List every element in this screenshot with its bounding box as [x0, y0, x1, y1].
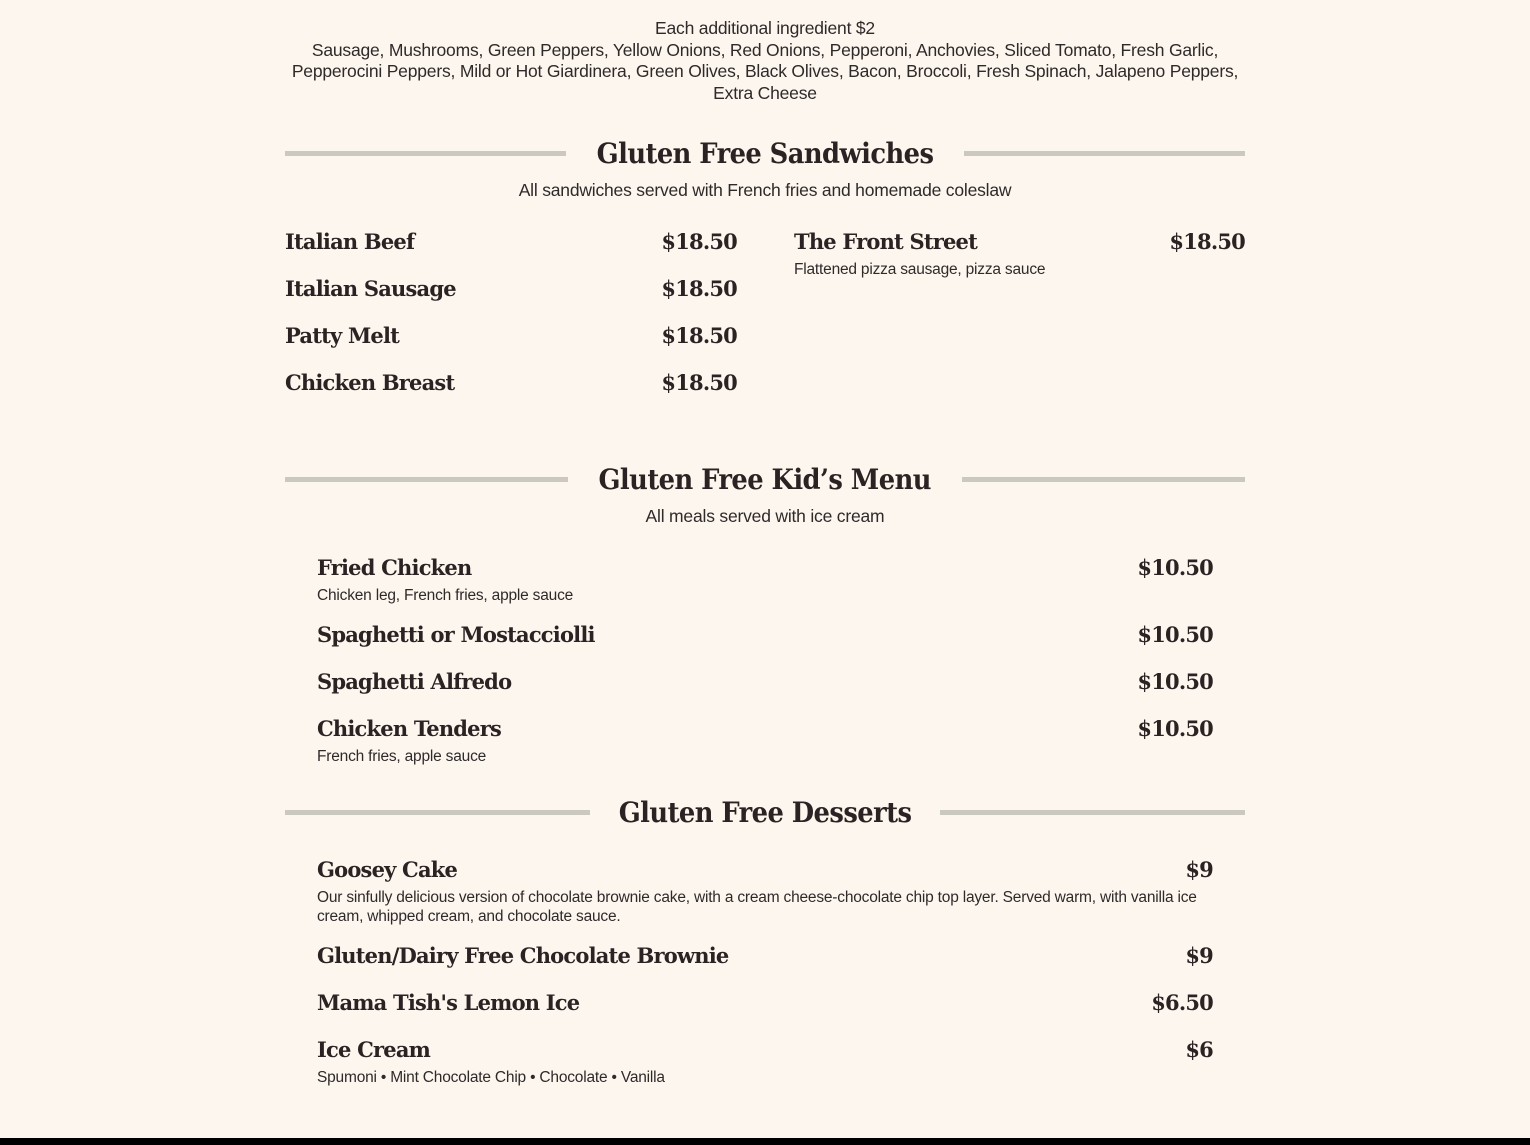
additional-ingredient-price: Each additional ingredient $2 — [655, 18, 875, 38]
menu-item — [317, 555, 1213, 605]
kids-menu-header — [285, 459, 1245, 499]
section-title: Gluten Free Kid’s Menu — [598, 462, 932, 496]
item-price: $18.50 — [1169, 229, 1245, 254]
divider-right — [940, 810, 1245, 815]
item-price: $10.50 — [1137, 716, 1213, 741]
divider-right — [964, 151, 1245, 156]
item-description: Flattened pizza sausage, pizza sauce — [794, 261, 1046, 278]
menu-item — [285, 276, 737, 301]
menu-item — [317, 669, 1213, 694]
item-name: Chicken Tenders — [317, 716, 502, 741]
ingredients-list: Sausage, Mushrooms, Green Peppers, Yellow Onions, Red Onions, Pepperoni, Anchovies, Sliced Tomato, Fresh Garlic, Pepperocini Peppers, Mild or Hot Giardinera, Green Olives, Black Olives, Bacon, Broccoli, Fresh Spinach, Jalapeno Peppers, Extra Cheese — [291, 39, 1239, 103]
item-price: $9 — [1185, 857, 1213, 882]
menu-item — [317, 943, 1213, 968]
menu-item — [317, 857, 1213, 926]
item-description: Spumoni • Mint Chocolate Chip • Chocolate • Vanilla — [317, 1069, 665, 1086]
item-price: $6.50 — [1151, 990, 1213, 1015]
item-name: Ice Cream — [317, 1037, 431, 1062]
section-title: Gluten Free Sandwiches — [596, 136, 934, 170]
item-name: Italian Sausage — [285, 276, 456, 301]
item-price: $18.50 — [661, 323, 737, 348]
ingredients-intro — [285, 18, 1245, 104]
item-name: Goosey Cake — [317, 857, 458, 882]
divider-left — [285, 810, 590, 815]
menu-item — [317, 990, 1213, 1015]
item-name: Patty Melt — [285, 323, 400, 348]
item-price: $10.50 — [1137, 555, 1213, 580]
kids-menu-subtitle: All meals served with ice cream — [645, 506, 885, 526]
item-name: Chicken Breast — [285, 370, 455, 395]
menu-item — [317, 716, 1213, 766]
item-name: Italian Beef — [285, 229, 415, 254]
divider-left — [285, 151, 566, 156]
item-description: Our sinfully delicious version of chocolate brownie cake, with a cream cheese-chocolate chip top layer. Served warm, with vanilla ice cream, whipped cream, and chocolate sauce. — [317, 889, 1197, 925]
menu-item — [794, 229, 1245, 279]
menu-item — [285, 370, 737, 395]
item-name: Spaghetti or Mostacciolli — [317, 622, 595, 647]
footer-bar — [0, 1138, 1530, 1145]
item-description: Chicken leg, French fries, apple sauce — [317, 587, 574, 604]
item-price: $10.50 — [1137, 669, 1213, 694]
item-name: The Front Street — [794, 229, 978, 254]
desserts-header — [285, 792, 1245, 832]
item-description: French fries, apple sauce — [317, 748, 487, 765]
divider-right — [962, 477, 1245, 482]
item-name: Spaghetti Alfredo — [317, 669, 512, 694]
sandwiches-subtitle: All sandwiches served with French fries and homemade coleslaw — [518, 180, 1012, 200]
item-name: Mama Tish's Lemon Ice — [317, 990, 580, 1015]
item-price: $6 — [1185, 1037, 1213, 1062]
menu-item — [317, 622, 1213, 647]
item-price: $18.50 — [661, 276, 737, 301]
item-price: $18.50 — [661, 370, 737, 395]
item-price: $10.50 — [1137, 622, 1213, 647]
item-price: $18.50 — [661, 229, 737, 254]
menu-item — [285, 323, 737, 348]
menu-item — [285, 229, 737, 254]
item-name: Fried Chicken — [317, 555, 472, 580]
item-name: Gluten/Dairy Free Chocolate Brownie — [317, 943, 729, 968]
section-title: Gluten Free Desserts — [618, 795, 912, 829]
item-price: $9 — [1185, 943, 1213, 968]
sandwiches-header — [285, 133, 1245, 173]
menu-item — [317, 1037, 1213, 1087]
divider-left — [285, 477, 568, 482]
